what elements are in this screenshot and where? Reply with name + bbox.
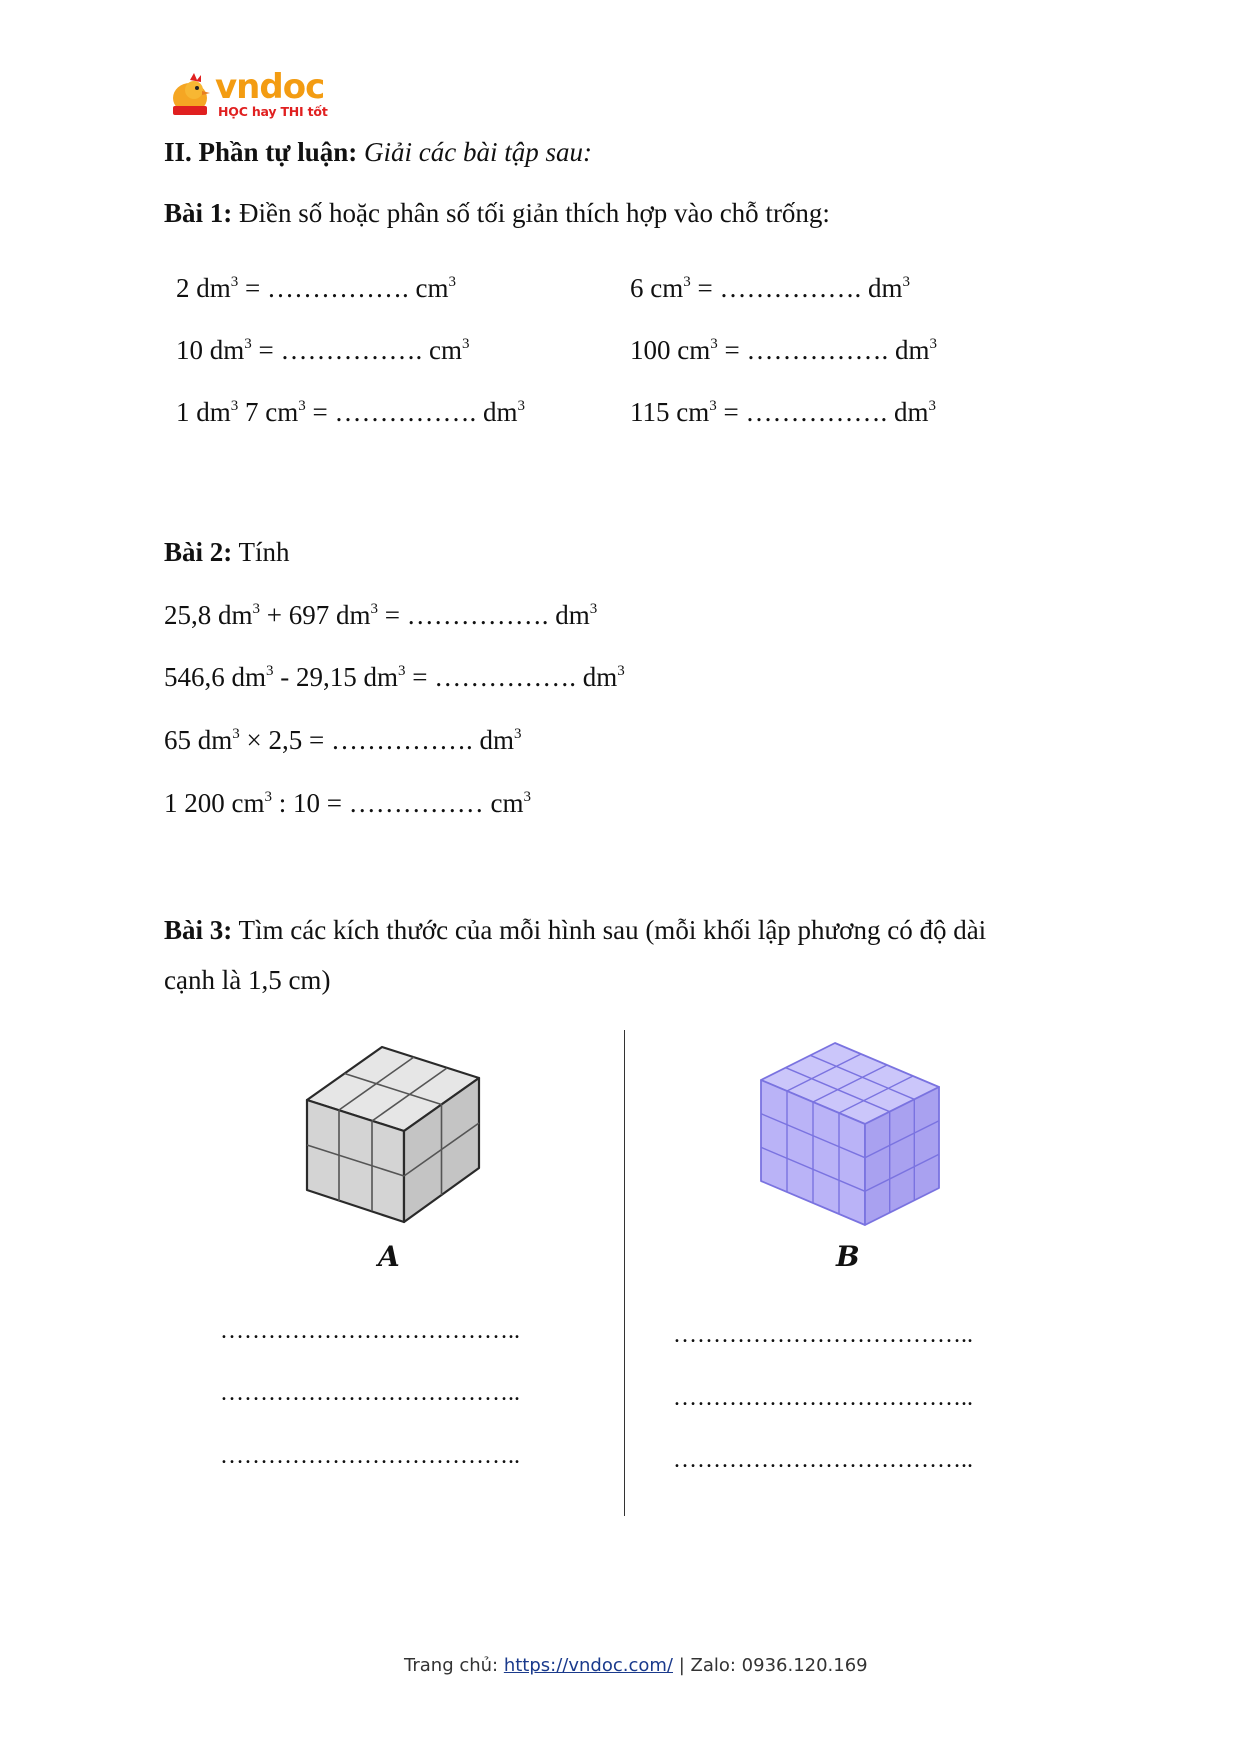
bai1-left-item-1: 2 $dm^3$ = ……………. $cm^3$ <box>176 273 456 303</box>
bai2-row-2: 546,6 $dm^3 - 29,15$ $dm^3$ = ……………. $dm^3$ <box>164 662 625 692</box>
bai1-right-item-2: 100 $cm^3$ = ……………. $dm^3$ <box>630 335 937 365</box>
answer-line-b-3[interactable]: ……………………………….. <box>673 1447 973 1473</box>
page-footer: Trang chủ: https://vndoc.com/ | Zalo: 0936.120.169 <box>404 1655 868 1676</box>
figure-a-label: A <box>378 1240 400 1273</box>
answer-line-a-2[interactable]: ……………………………….. <box>220 1380 520 1406</box>
bai2-heading: Bài 2: Tính <box>164 537 290 567</box>
figure-b-label: B <box>836 1240 860 1273</box>
bai2-row-1: 25,8 $dm^3 + 697$ $dm^3$ = ……………. $dm^3$ <box>164 600 598 630</box>
answer-line-b-1[interactable]: ……………………………….. <box>673 1322 973 1348</box>
bai3-heading: Bài 3: Tìm các kích thước của mỗi hình sau (mỗi khối lập phương có độ dài <box>164 915 987 945</box>
bai1-right-item-3: 115 $cm^3$ = ……………. $dm^3$ <box>630 397 936 427</box>
figure-b-cuboid <box>755 1035 955 1235</box>
chicken-mascot-icon <box>164 70 216 122</box>
homepage-link[interactable]: https://vndoc.com/ <box>503 1655 673 1676</box>
bai2-row-4: 1 200 $cm^3$ : 10 = …………… $cm^3$ <box>164 788 531 818</box>
column-divider <box>624 1030 625 1516</box>
bai3-heading-cont: cạnh là 1,5 cm) <box>164 965 331 995</box>
section-title: II. Phần tự luận: Giải các bài tập sau: <box>164 137 592 167</box>
figure-a-cuboid <box>300 1035 490 1225</box>
bai2-row-3: 65 $dm^3 \times 2,5$ = ……………. $dm^3$ <box>164 725 522 755</box>
answer-line-a-1[interactable]: ……………………………….. <box>220 1318 520 1344</box>
logo-wordmark: vndoc <box>215 67 325 107</box>
bai1-right-item-1: 6 $cm^3$ = ……………. $dm^3$ <box>630 273 910 303</box>
answer-line-a-3[interactable]: ……………………………….. <box>220 1443 520 1469</box>
logo-tagline: HỌC hay THI tốt <box>218 104 328 119</box>
bai1-heading: Bài 1: Điền số hoặc phân số tối giản thích hợp vào chỗ trống: <box>164 198 830 228</box>
answer-line-b-2[interactable]: ……………………………….. <box>673 1385 973 1411</box>
bai1-left-item-2: 10 $dm^3$ = ……………. $cm^3$ <box>176 335 470 365</box>
bai1-left-item-3: 1 $dm^3$ 7 $cm^3$ = ……………. $dm^3$ <box>176 397 525 427</box>
